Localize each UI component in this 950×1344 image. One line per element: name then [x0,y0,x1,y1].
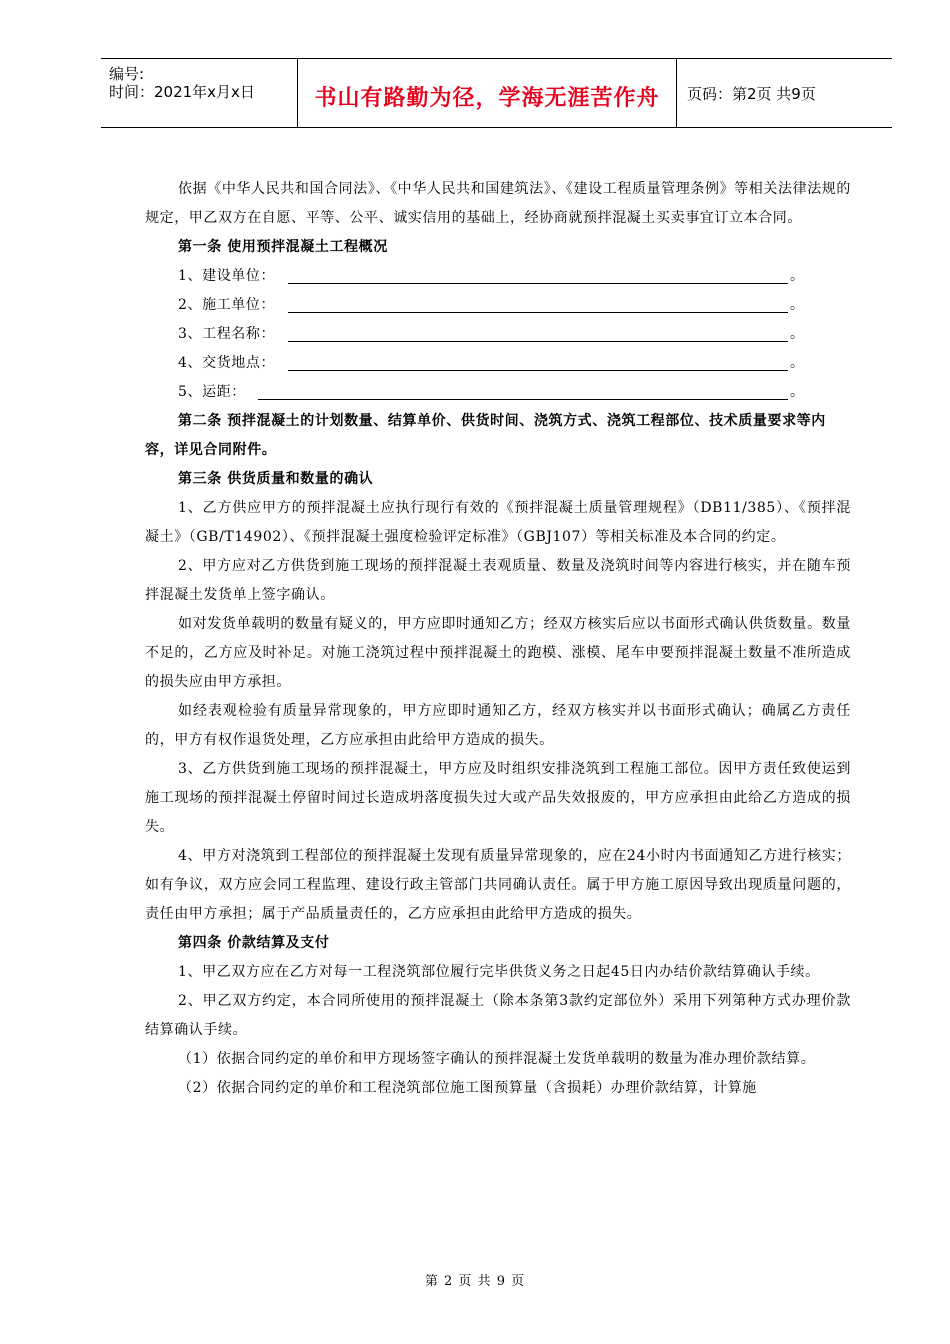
article-3-clause-2-quantity: 如对发货单载明的数量有疑义的，甲方应即时通知乙方；经双方核实后应以书面形式确认供货数量。数量不足的，乙方应及时补足。对施工浇筑过程中预拌混凝土的跑模、涨模、尾车申要预拌混凝土数量不准所造成的损失应由甲方承担。 [145,616,851,690]
fill-in-line [258,399,788,400]
field-label: 2、施工单位： [178,297,276,313]
field-end-mark: 。 [790,297,805,313]
contract-body [145,175,851,1103]
field-label: 5、运距： [178,384,246,400]
header-motto-cell [298,59,677,127]
header-page-cell [677,59,892,127]
article-4-option-2: （2）依据合同约定的单价和工程浇筑部位施工图预算量（含损耗）办理价款结算，计算施 [178,1080,757,1096]
document-time-label: 时间：2021年x月x日 [109,83,255,101]
article-3-clause-4: 4、甲方对浇筑到工程部位的预拌混凝土发现有质量异常现象的，应在24小时内书面通知乙方进行核实；如有争议，双方应会同工程监理、建设行政主管部门共同确认责任。属于甲方施工原因导致出现质量问题的，责任由甲方承担；属于产品质量责任的，乙方应承担由此给甲方造成的损失。 [145,848,851,922]
article-4-title: 第四条 价款结算及支付 [178,935,330,951]
header-motto: 书山有路勤为径，学海无涯苦作舟 [314,85,660,111]
article-3-clause-3: 3、乙方供货到施工现场的预拌混凝土，甲方应及时组织安排浇筑到工程施工部位。因甲方责任致使运到施工现场的预拌混凝土停留时间过长造成坍落度损失过大或产品失效报废的，甲方应承担由此给乙方造成的损失。 [145,761,851,835]
article-2: 第二条 预拌混凝土的计划数量、结算单价、供货时间、浇筑方式、浇筑工程部位、技术质量要求等内容，详见合同附件。 [145,413,826,458]
field-delivery-location [145,349,851,378]
field-end-mark: 。 [790,355,805,371]
page-footer: 第 2 页 共 9 页 [424,1274,526,1289]
article-3-clause-2: 2、甲方应对乙方供货到施工现场的预拌混凝土表观质量、数量及浇筑时间等内容进行核实，并在随车预拌混凝土发货单上签字确认。 [145,558,851,603]
field-end-mark: 。 [790,326,805,342]
fill-in-line [288,341,788,342]
field-label: 3、工程名称： [178,326,276,342]
intro-paragraph: 依据《中华人民共和国合同法》、《中华人民共和国建筑法》、《建设工程质量管理条例》等相关法律法规的规定，甲乙双方在自愿、平等、公平、诚实信用的基础上，经协商就预拌混凝土买卖事宜订立本合同。 [145,181,851,226]
fill-in-line [288,283,788,284]
fill-in-line [288,312,788,313]
article-1-title: 第一条 使用预拌混凝土工程概况 [178,239,388,255]
document-number-label: 编号: [109,65,145,83]
article-3-clause-2-quality: 如经表观检验有质量异常现象的，甲方应即时通知乙方，经双方核实并以书面形式确认；确属乙方责任的，甲方有权作退货处理，乙方应承担由此给甲方造成的损失。 [145,703,851,748]
header-page-info: 页码：第2页 共9页 [687,85,816,103]
header-meta-cell [101,59,298,127]
article-4-option-1: （1）依据合同约定的单价和甲方现场签字确认的预拌混凝土发货单载明的数量为准办理价款结算。 [178,1051,816,1067]
field-contractor-unit [145,291,851,320]
article-4-clause-1: 1、甲乙双方应在乙方对每一工程浇筑部位履行完毕供货义务之日起45日内办结价款结算确认手续。 [178,964,820,980]
field-label: 1、建设单位： [178,268,276,284]
field-end-mark: 。 [790,268,805,284]
field-end-mark: 。 [790,384,805,400]
field-project-name [145,320,851,349]
article-3-title: 第三条 供货质量和数量的确认 [178,471,374,487]
fill-in-line [288,370,788,371]
field-construction-unit [145,262,851,291]
field-label: 4、交货地点： [178,355,276,371]
article-4-clause-2: 2、甲乙双方约定，本合同所使用的预拌混凝土（除本条第3款约定部位外）采用下列第种方式办理价款结算确认手续。 [145,993,851,1038]
page-header [101,58,892,128]
article-3-clause-1: 1、乙方供应甲方的预拌混凝土应执行现行有效的《预拌混凝土质量管理规程》（DB11/385）、《预拌混凝土》（GB/T14902）、《预拌混凝土强度检验评定标准》（GBJ107）等相关标准及本合同的约定。 [145,500,851,545]
field-distance [145,378,851,407]
